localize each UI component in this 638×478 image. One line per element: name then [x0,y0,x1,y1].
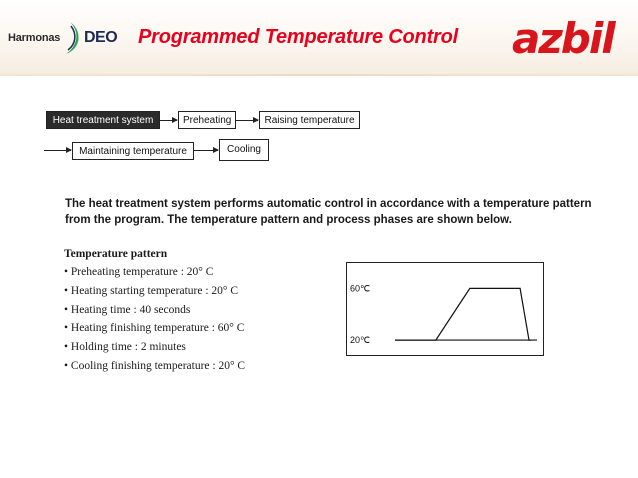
logo-deo-text: DEO [84,29,118,46]
pattern-item: • Heating starting temperature : 20° C [64,284,239,297]
flow-box-maintaining-temperature: Maintaining temperature [72,142,194,160]
chart-canvas [347,263,545,357]
description-text: The heat treatment system performs automatic control in accordance with a temperature pattern from the program. The temperature pattern and process phases are shown below. [65,198,592,226]
flow-arrow [44,150,71,151]
azbil-logo: azbil [512,14,614,63]
temperature-chart [346,262,544,356]
pattern-title: Temperature pattern [64,248,168,260]
page-title: Programmed Temperature Control [138,26,458,48]
pattern-item: • Heating time : 40 seconds [64,303,191,316]
pattern-item: • Preheating temperature : 20° C [64,266,214,278]
harmonas-deo-logo [6,18,136,58]
y-tick-label: 20℃ [350,335,371,346]
flow-box-cooling: Cooling [219,139,269,161]
flow-arrow [236,120,258,121]
y-tick-label: 60℃ [350,283,371,294]
header-divider [0,74,638,76]
pattern-item: • Cooling finishing temperature : 20° C [64,359,246,372]
flow-arrow [160,120,177,121]
pattern-item: • Holding time : 2 minutes [64,341,186,354]
pattern-item: • Heating finishing temperature : 60° C [64,322,245,335]
temperature-series-line [395,288,531,340]
flow-box-heat-treatment-system: Heat treatment system [46,111,160,129]
flow-box-raising-temperature: Raising temperature [259,111,360,129]
logo-harmonas-text: Harmonas [8,32,61,44]
flow-arrow [194,150,218,151]
flow-box-preheating: Preheating [178,111,236,129]
temperature-pattern-list [64,248,344,376]
swoosh-icon [62,20,82,56]
